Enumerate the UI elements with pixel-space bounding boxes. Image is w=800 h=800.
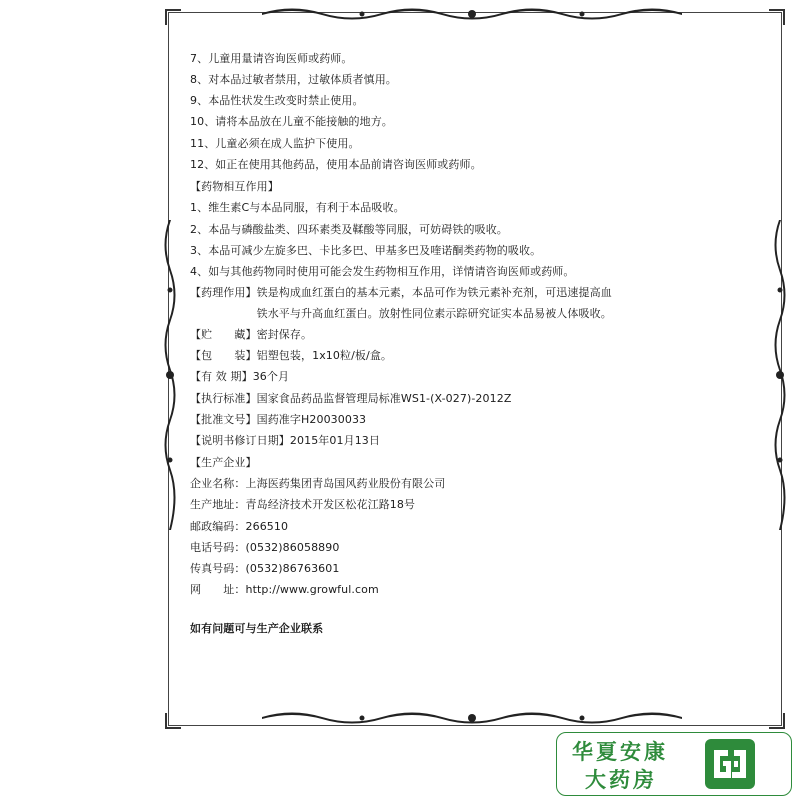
text-line: 传真号码：(0532)86763601 xyxy=(190,562,340,575)
text-line: 【有 效 期】36个月 xyxy=(190,370,290,383)
text-line: 【包 装】铝塑包装，1x10粒/板/盒。 xyxy=(190,349,393,362)
corner-ornament xyxy=(769,9,785,25)
text-line: 邮政编码：266510 xyxy=(190,520,289,533)
corner-ornament xyxy=(165,9,181,25)
text-line: 【药理作用】铁是构成血红蛋白的基本元素，本品可作为铁元素补充剂，可迅速提高血 xyxy=(190,286,612,299)
text-line: 8、对本品过敏者禁用，过敏体质者慎用。 xyxy=(190,73,397,86)
pharmacy-mark-icon xyxy=(704,738,756,790)
text-line: 4、如与其他药物同时使用可能会发生药物相互作用，详情请咨询医师或药师。 xyxy=(190,265,575,278)
text-line: 【执行标准】国家食品药品监督管理局标准WS1-(X-027)-2012Z xyxy=(190,392,512,405)
text-line: 网 址：http://www.growful.com xyxy=(190,583,379,596)
text-line: 生产地址：青岛经济技术开发区松花江路18号 xyxy=(190,498,416,511)
section-heading: 【生产企业】 xyxy=(190,456,257,469)
text-line: 7、儿童用量请咨询医师或药师。 xyxy=(190,52,353,65)
left-border-ornament xyxy=(158,220,180,530)
text-line: 电话号码：(0532)86058890 xyxy=(190,541,340,554)
text-line: 9、本品性状发生改变时禁止使用。 xyxy=(190,94,364,107)
text-line: 企业名称：上海医药集团青岛国风药业股份有限公司 xyxy=(190,477,446,490)
section-heading: 【药物相互作用】 xyxy=(190,180,279,193)
corner-ornament xyxy=(165,713,181,729)
text-line: 3、本品可减少左旋多巴、卡比多巴、甲基多巴及喹诺酮类药物的吸收。 xyxy=(190,244,542,257)
text-line: 【贮 藏】密封保存。 xyxy=(190,328,313,341)
right-border-ornament xyxy=(768,220,790,530)
top-border-ornament xyxy=(262,4,682,22)
text-line: 【说明书修订日期】2015年01月13日 xyxy=(190,434,380,447)
bottom-border-ornament xyxy=(262,708,682,726)
logo-line2: 大药房 xyxy=(585,768,657,792)
corner-ornament xyxy=(769,713,785,729)
text-line: 【批准文号】国药准字H20030033 xyxy=(190,413,367,426)
text-line: 铁水平与升高血红蛋白。放射性同位素示踪研究证实本品易被人体吸收。 xyxy=(190,307,612,320)
text-line: 2、本品与磷酸盐类、四环素类及鞣酸等同服，可妨碍铁的吸收。 xyxy=(190,223,508,236)
text-line: 10、请将本品放在儿童不能接触的地方。 xyxy=(190,115,393,128)
text-line: 12、如正在使用其他药品，使用本品前请咨询医师或药师。 xyxy=(190,158,482,171)
text-line: 1、维生素C与本品同服，有利于本品吸收。 xyxy=(190,201,405,214)
text-line: 11、儿童必须在成人监护下使用。 xyxy=(190,137,360,150)
contact-note: 如有问题可与生产企业联系 xyxy=(190,622,324,635)
logo-line1: 华夏安康 xyxy=(572,740,668,764)
